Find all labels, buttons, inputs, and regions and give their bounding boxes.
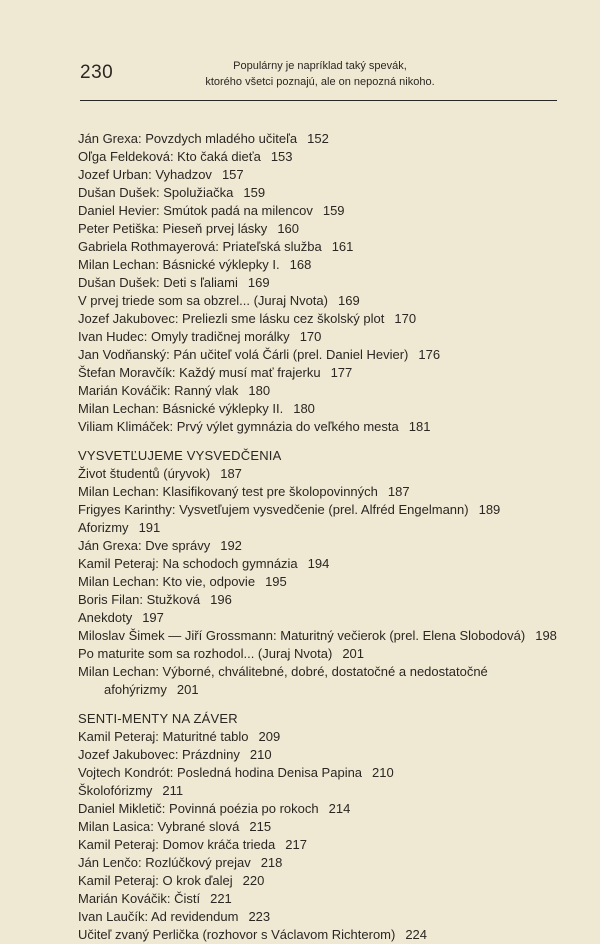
running-head-line-1: Populárny je napríklad taký spevák,: [233, 60, 407, 72]
toc-entry: [78, 818, 568, 836]
toc-entry: [78, 382, 568, 400]
toc-entry-title: Milan Lechan: Básnické výklepky II.: [78, 401, 284, 416]
toc-entry-page: 177: [330, 365, 353, 380]
toc-entry: [78, 220, 568, 238]
header-rule: [80, 100, 557, 101]
toc-entry-title: Dušan Dušek: Spolužiačka: [78, 185, 234, 200]
toc-entry-title: Život študentů (úryvok): [78, 466, 211, 481]
toc-entry-page: 221: [210, 891, 232, 906]
toc-entry-title: Jozef Urban: Vyhadzov: [78, 167, 212, 182]
toc-entry-title: Vojtech Kondrót: Posledná hodina Denisa Papina: [78, 765, 363, 780]
toc-entry: [78, 400, 568, 418]
toc-sections: [78, 447, 568, 944]
toc-entry-title: Marián Kováčik: Čistí: [78, 891, 201, 906]
toc-entry-page: 187: [220, 466, 242, 481]
toc-entry-page: 191: [138, 520, 161, 535]
toc-entry-title: Jan Vodňanský: Pán učiteľ volá Čárli (prel. Daniel Hevier): [78, 347, 409, 362]
toc-entry-title: Marián Kováčik: Ranný vlak: [78, 383, 239, 398]
toc-entry-page: 196: [210, 592, 232, 607]
toc-entry-title: Po maturite som sa rozhodol... (Juraj Nvota): [78, 646, 333, 661]
toc-entry: [78, 645, 568, 663]
toc-entry-page: 153: [270, 149, 293, 164]
toc-entry-page: 161: [331, 239, 354, 254]
toc-section-heading: VYSVETĽUJEME VYSVEDČENIA: [78, 448, 282, 463]
toc-entry-page: 180: [293, 401, 315, 416]
toc-section-heading: SENTI-MENTY NA ZÁVER: [78, 711, 238, 726]
toc-entry: [78, 292, 568, 310]
toc-entry-title: V prvej triede som sa obzrel... (Juraj Nvota): [78, 293, 328, 308]
toc-entry-title: Ivan Hudec: Omyly tradičnej morálky: [78, 329, 290, 344]
toc-entry-page: 187: [387, 484, 410, 499]
toc-entry-page: 197: [142, 610, 164, 625]
toc-entry-page: 152: [307, 131, 329, 146]
toc-entry-title: Milan Lasica: Vybrané slová: [78, 819, 240, 834]
toc-entry: [78, 908, 568, 926]
toc-entry-page: 210: [372, 765, 394, 780]
toc-entry: [78, 310, 568, 328]
toc-entry-title: Dušan Dušek: Deti s ľaliami: [78, 275, 238, 290]
toc-entry-title: Milan Lechan: Kto vie, odpovie: [78, 574, 256, 589]
toc-entry: [78, 483, 568, 501]
toc-entry: [78, 256, 568, 274]
toc-entry: [78, 130, 568, 148]
toc-entry-page: 180: [248, 383, 271, 398]
running-head: [170, 58, 470, 90]
toc-entry-page: 201: [176, 682, 199, 697]
toc-entry-title: Gabriela Rothmayerová: Priateľská služba: [78, 239, 322, 254]
toc-entry-page: 220: [242, 873, 265, 888]
toc-entry: [78, 782, 568, 800]
toc-entry-page: 192: [220, 538, 242, 553]
toc-entry-title: Milan Lechan: Výborné, chválitebné, dobré, dostatočné a nedostatočné afohýrizmy: [78, 664, 488, 697]
toc-entry: [78, 501, 568, 519]
toc-entry-page: 209: [258, 729, 281, 744]
toc-entry: [78, 537, 568, 555]
toc-entry: [78, 926, 568, 944]
toc-section: [78, 710, 568, 944]
toc-entry-page: 198: [535, 628, 557, 643]
toc-entry-title: Frigyes Karinthy: Vysvetľujem vysvedčenie (prel. Alfréd Engelmann): [78, 502, 469, 517]
toc-entry-title: Ján Lenčo: Rozlúčkový prejav: [78, 855, 251, 870]
toc-entry: [78, 166, 568, 184]
toc-entry: [78, 364, 568, 382]
toc-entry-page: 169: [337, 293, 360, 308]
toc-entry-title: Oľga Feldeková: Kto čaká dieťa: [78, 149, 261, 164]
toc-entry-title: Jozef Jakubovec: Preliezli sme lásku cez školský plot: [78, 311, 385, 326]
toc-entry: [78, 328, 568, 346]
toc-entry-title: Daniel Hevier: Smútok padá na milencov: [78, 203, 313, 218]
toc-entry-page: 157: [221, 167, 244, 182]
table-of-contents: [78, 130, 568, 944]
toc-entry-page: 218: [260, 855, 283, 870]
toc-entry: [78, 573, 568, 591]
toc-entry-title: Peter Petiška: Pieseň prvej lásky: [78, 221, 268, 236]
toc-entry-title: Školofórizmy: [78, 783, 153, 798]
toc-entry-title: Miloslav Šimek — Jiří Grossmann: Maturitný večierok (prel. Elena Slobodová): [78, 628, 526, 643]
toc-entry-page: 224: [405, 927, 428, 942]
toc-entry-title: Ivan Laučík: Ad revidendum: [78, 909, 239, 924]
running-head-line-2: ktorého všetci poznajú, ale on nepozná nikoho.: [205, 76, 435, 88]
toc-entry-title: Ján Grexa: Povzdych mladého učiteľa: [78, 131, 298, 146]
toc-entry: [78, 184, 568, 202]
toc-entry: [78, 800, 568, 818]
toc-entry-page: 189: [478, 502, 501, 517]
toc-entry-page: 181: [408, 419, 431, 434]
toc-entry-page: 215: [249, 819, 272, 834]
toc-entry: [78, 764, 568, 782]
toc-entry-title: Milan Lechan: Básnické výklepky I.: [78, 257, 280, 272]
toc-entry: [78, 663, 568, 699]
toc-section: [78, 447, 568, 699]
toc-entry-title: Boris Filan: Stužková: [78, 592, 201, 607]
toc-entry: [78, 872, 568, 890]
toc-entry: [78, 418, 568, 436]
toc-entry: [78, 555, 568, 573]
toc-entry: [78, 609, 568, 627]
toc-entry-title: Daniel Mikletič: Povinná poézia po rokoch: [78, 801, 319, 816]
toc-entry-page: 170: [299, 329, 322, 344]
toc-intro-list: [78, 130, 568, 436]
toc-entry: [78, 519, 568, 537]
toc-entry-title: Ján Grexa: Dve správy: [78, 538, 211, 553]
toc-entry: [78, 202, 568, 220]
toc-entry-page: 169: [247, 275, 270, 290]
toc-entry-page: 201: [342, 646, 365, 661]
toc-entry: [78, 746, 568, 764]
toc-entry: [78, 274, 568, 292]
toc-entry-page: 195: [265, 574, 287, 589]
toc-entry: [78, 346, 568, 364]
toc-entry-title: Kamil Peteraj: Na schodoch gymnázia: [78, 556, 298, 571]
toc-entry-page: 194: [307, 556, 330, 571]
toc-entry: [78, 890, 568, 908]
toc-entry: [78, 148, 568, 166]
toc-entry-title: Aforizmy: [78, 520, 129, 535]
toc-entry-page: 210: [249, 747, 272, 762]
toc-entry-page: 170: [394, 311, 417, 326]
toc-entry-title: Kamil Peteraj: Maturitné tablo: [78, 729, 249, 744]
page-number: 230: [80, 62, 114, 83]
toc-entry-page: 168: [289, 257, 312, 272]
toc-entry-title: Učiteľ zvaný Perlička (rozhovor s Václavom Richterom): [78, 927, 396, 942]
toc-entry-page: 211: [162, 783, 184, 798]
toc-entry-title: Viliam Klimáček: Prvý výlet gymnázia do veľkého mesta: [78, 419, 399, 434]
toc-entry-title: Štefan Moravčík: Každý musí mať frajerku: [78, 365, 321, 380]
toc-entry-page: 159: [322, 203, 345, 218]
toc-entry: [78, 854, 568, 872]
toc-entry-page: 214: [328, 801, 351, 816]
toc-entry: [78, 627, 568, 645]
toc-entry: [78, 728, 568, 746]
toc-entry-page: 160: [277, 221, 300, 236]
toc-entry: [78, 465, 568, 483]
toc-entry-page: 176: [418, 347, 441, 362]
toc-entry: [78, 591, 568, 609]
toc-entry-title: Jozef Jakubovec: Prázdniny: [78, 747, 240, 762]
toc-entry-title: Kamil Peteraj: Domov kráča trieda: [78, 837, 276, 852]
toc-entry-title: Kamil Peteraj: O krok ďalej: [78, 873, 233, 888]
toc-entry-page: 159: [243, 185, 266, 200]
toc-entry: [78, 836, 568, 854]
toc-entry: [78, 238, 568, 256]
toc-entry-page: 217: [285, 837, 307, 852]
toc-entry-title: Anekdoty: [78, 610, 133, 625]
toc-entry-page: 223: [248, 909, 271, 924]
toc-entry-title: Milan Lechan: Klasifikovaný test pre školopovinných: [78, 484, 378, 499]
